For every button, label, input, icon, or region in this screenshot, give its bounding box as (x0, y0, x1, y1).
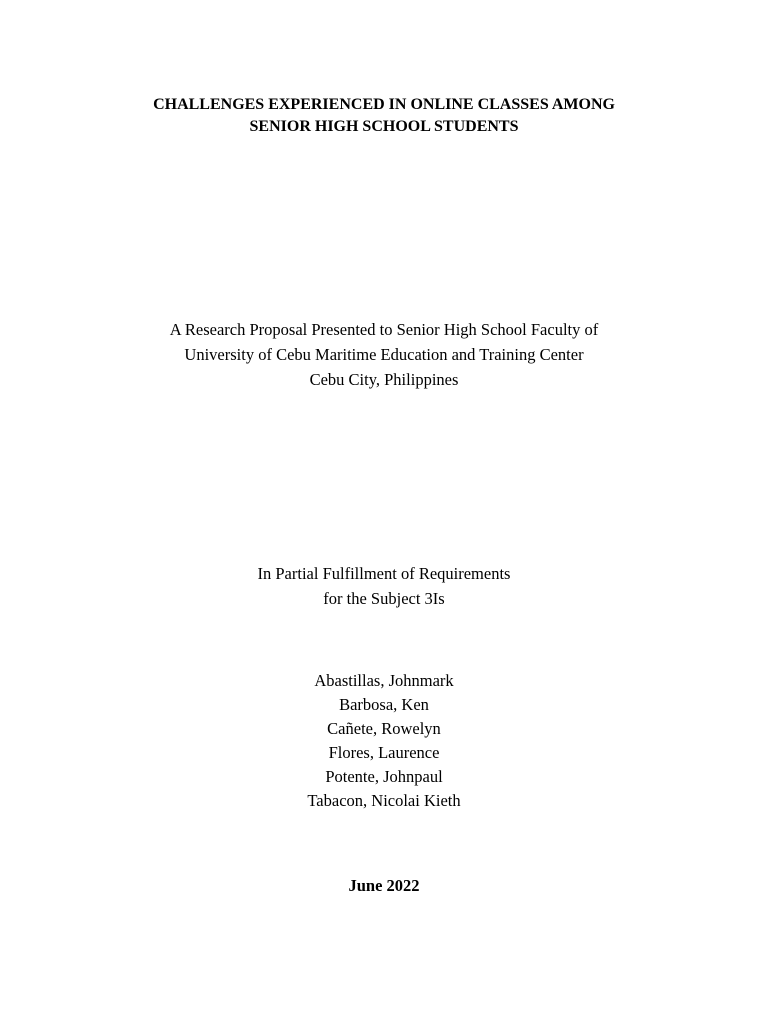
author-list (0, 669, 768, 813)
author-name: Potente, Johnpaul (325, 767, 443, 786)
author-name: Flores, Laurence (328, 743, 440, 762)
author-name: Tabacon, Nicolai Kieth (307, 791, 461, 810)
submission-date: June 2022 (348, 876, 420, 895)
location-line: Cebu City, Philippines (309, 370, 459, 389)
title-line: SENIOR HIGH SCHOOL STUDENTS (249, 118, 519, 135)
title-line: CHALLENGES EXPERIENCED IN ONLINE CLASSES AMONG (153, 96, 615, 113)
fulfillment-statement (0, 561, 768, 611)
subject-line: for the Subject 3Is (323, 589, 445, 608)
author-name: Barbosa, Ken (339, 695, 429, 714)
presentation-statement (0, 317, 768, 392)
document-title (0, 94, 768, 138)
author-name: Abastillas, Johnmark (314, 671, 454, 690)
fulfillment-line: In Partial Fulfillment of Requirements (257, 564, 511, 583)
author-name: Cañete, Rowelyn (327, 719, 441, 738)
institution-line: University of Cebu Maritime Education and Training Center (184, 345, 584, 364)
presentation-line: A Research Proposal Presented to Senior High School Faculty of (169, 320, 599, 339)
